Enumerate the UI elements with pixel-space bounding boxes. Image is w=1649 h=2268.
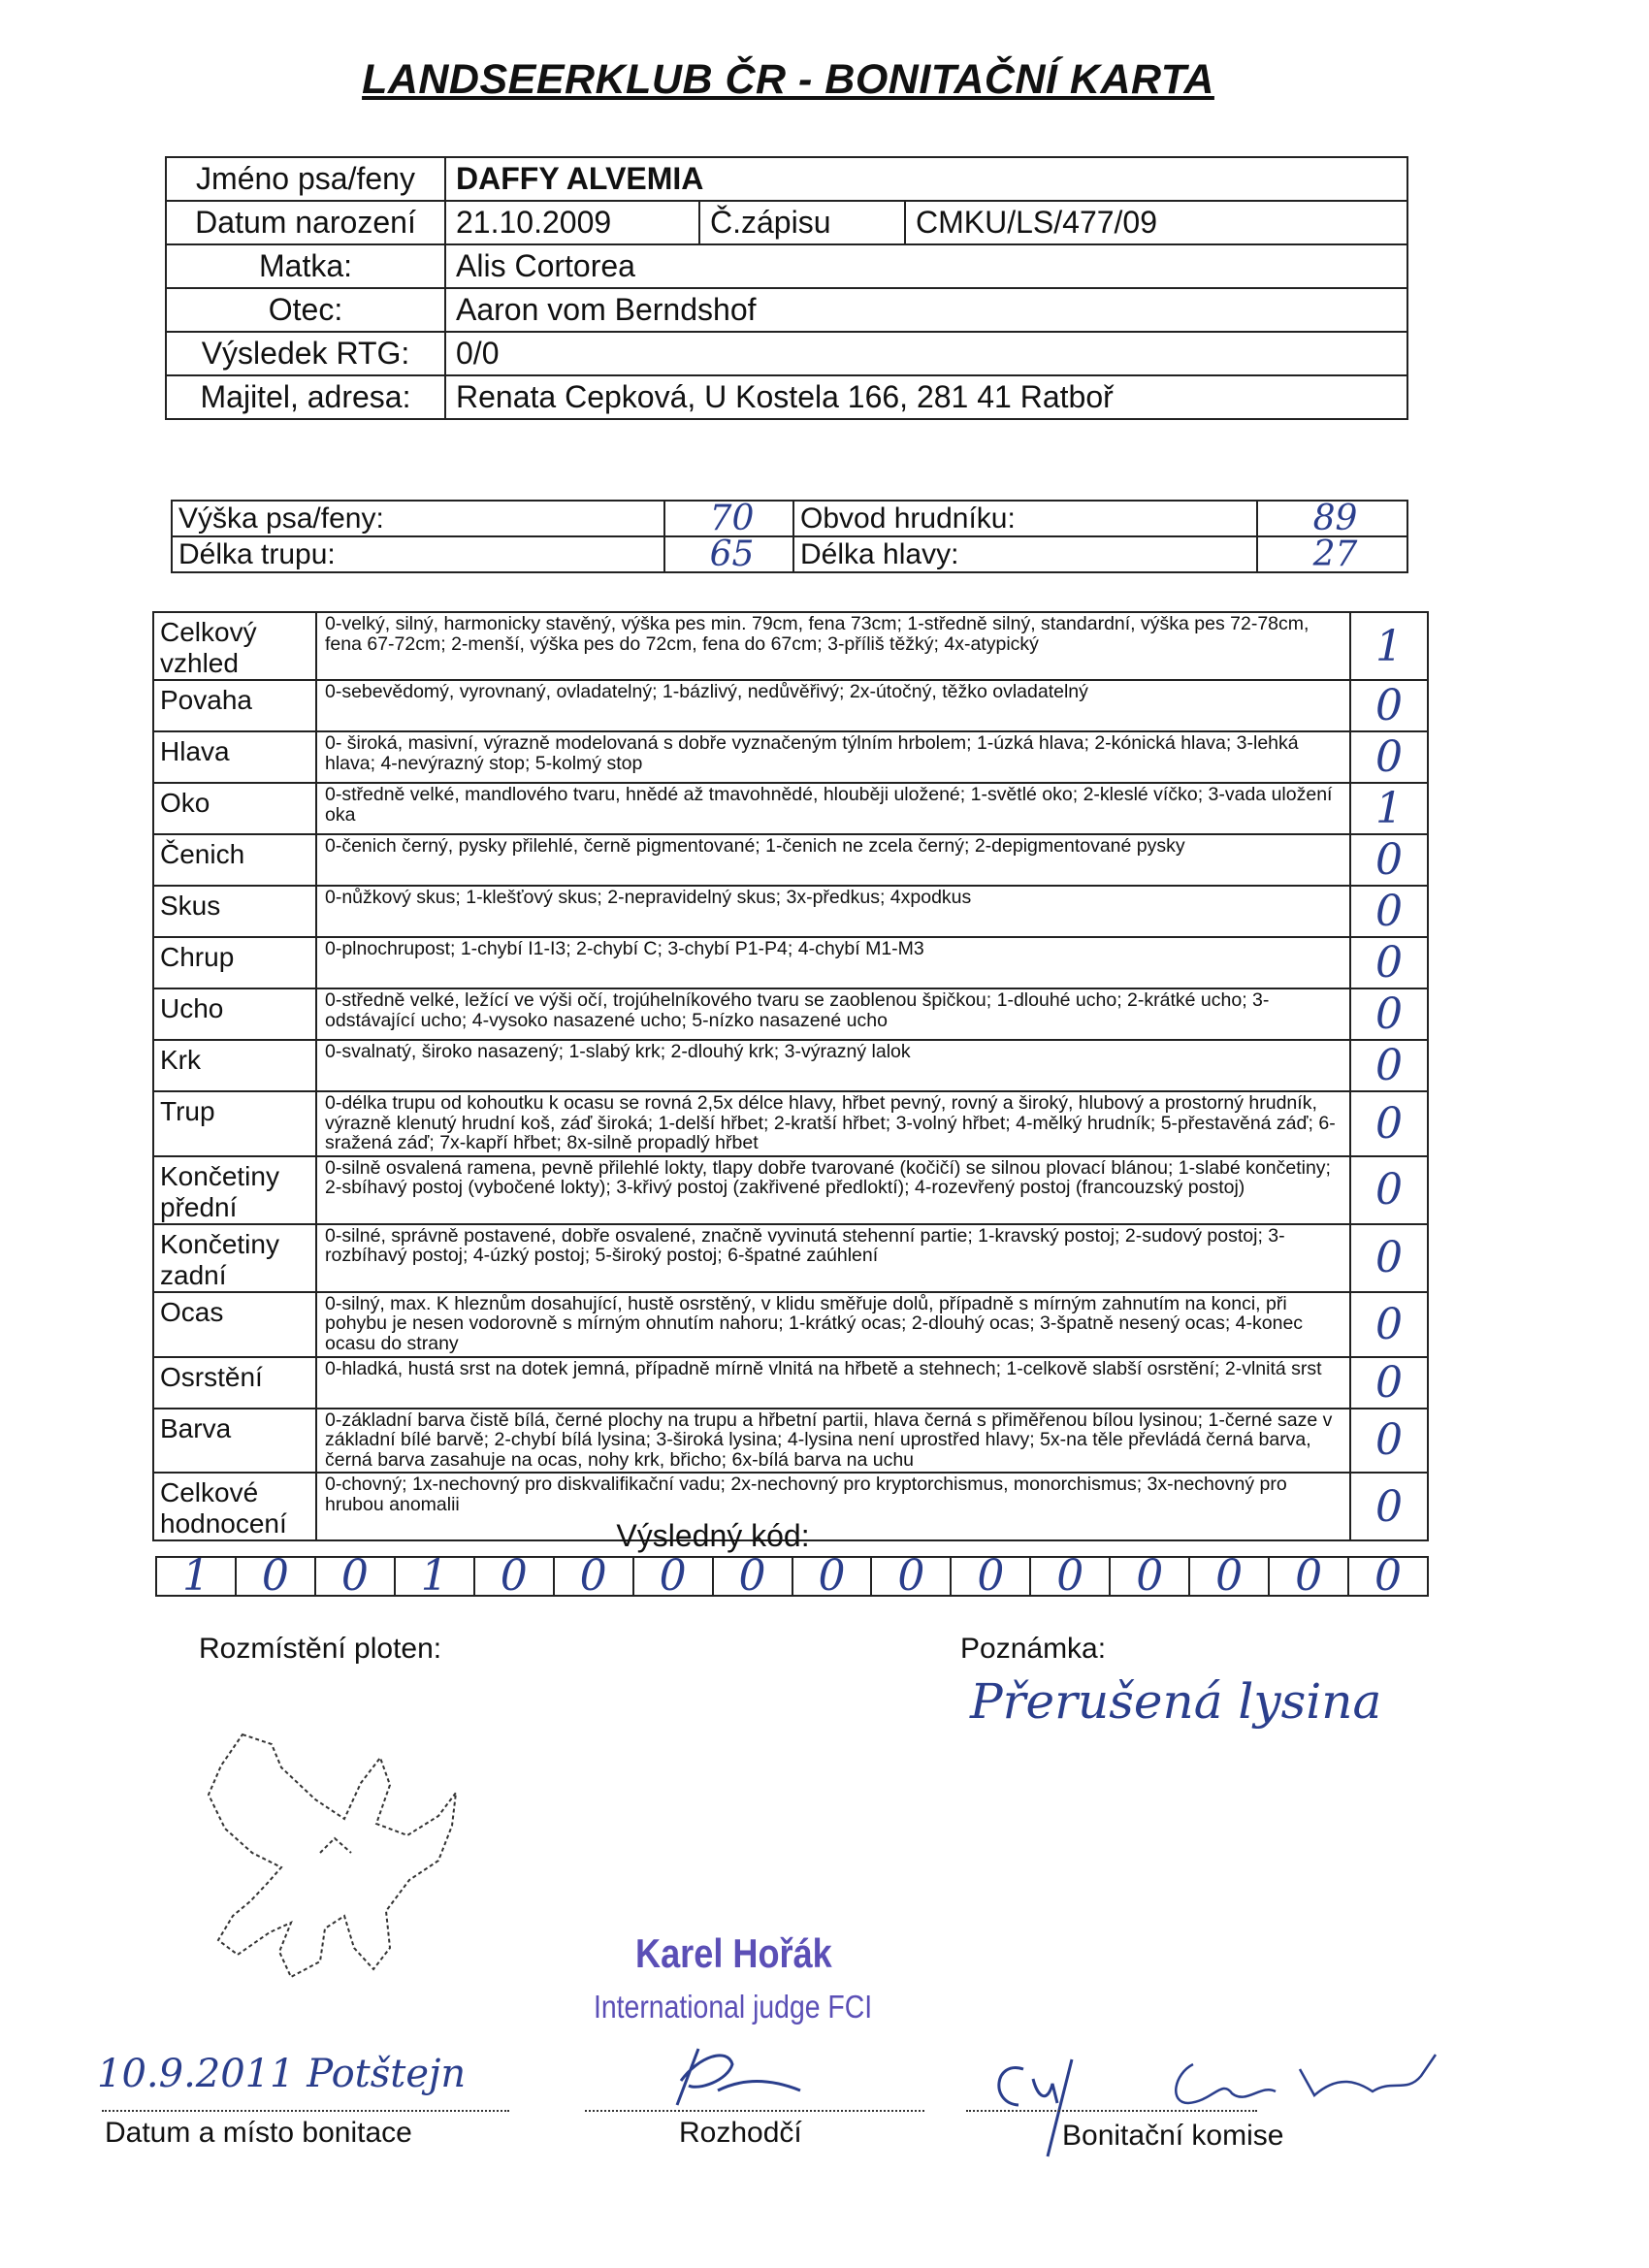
result-code-table <box>155 1551 1429 1601</box>
criteria-label: Trup <box>153 1091 316 1156</box>
criteria-label: Hlava <box>153 731 316 783</box>
committee-line <box>966 2110 1257 2112</box>
criteria-row <box>153 834 1428 886</box>
criteria-label: Končetiny přední <box>153 1156 316 1224</box>
criteria-score: 0 <box>1350 1292 1428 1357</box>
criteria-description: 0-délka trupu od kohoutku k ocasu se rovná 2,5x délce hlavy, hřbet pevný, rovný a široký, hlubový a prostorný hrudník, výrazně klenutý hrudní koš, záď široká; 1-delší hřbet; 2-kratší hřbet; 3-volný hřbet; 4-mělký hrudník; 5-přestavěná záď; 6-sražená záď; 7x-kapří hřbet; 8x-silně propadlý hřbet <box>316 1091 1350 1156</box>
criteria-label: Končetiny zadní <box>153 1224 316 1292</box>
result-code-digit: 0 <box>1189 1557 1269 1596</box>
judge-stamp-name: Karel Hořák <box>635 1930 832 1976</box>
criteria-label: Povaha <box>153 680 316 731</box>
criteria-description: 0-základní barva čistě bílá, černé plochy na trupu a hřbetní partii, hlava černá s přiměřenou bílou lysinou; 1-černé saze v základní bílé barvě; 2-chybí bílá lysina; 3-široká lysina; 4-lysina není uprostřed hlavy; 5x-na těle převládá černá barva, černá barva zasahuje na ocas, nohy krk, břicho; 6x-bílá barva na uchu <box>316 1409 1350 1474</box>
criteria-row <box>153 731 1428 783</box>
note-value: Přerušená lysina <box>970 1673 1382 1730</box>
chest-label: Obvod hrudníku: <box>793 501 1257 536</box>
criteria-label: Chrup <box>153 937 316 988</box>
criteria-row <box>153 680 1428 731</box>
rtg-value: 0/0 <box>445 332 1407 375</box>
mother-value: Alis Cortorea <box>445 244 1407 288</box>
criteria-table <box>152 611 1429 1541</box>
height-value: 70 <box>664 501 793 536</box>
criteria-description: 0-plnochrupost; 1-chybí I1-I3; 2-chybí C; 3-chybí P1-P4; 4-chybí M1-M3 <box>316 937 1350 988</box>
criteria-description: 0- široká, masivní, výrazně modelovaná s dobře vyznačeným týlním hrbolem; 1-úzká hlava; 2-kónická hlava; 3-lehká hlava; 4-nevýrazný stop; 5-kolmý stop <box>316 731 1350 783</box>
criteria-description: 0-nůžkový skus; 1-klešťový skus; 2-nepravidelný skus; 3x-předkus; 4xpodkus <box>316 886 1350 937</box>
result-code-digit: 0 <box>1110 1557 1189 1596</box>
criteria-row <box>153 612 1428 680</box>
judge-stamp-title: International judge FCI <box>594 1989 873 2025</box>
criteria-score: 0 <box>1350 1357 1428 1409</box>
result-code-digit: 0 <box>554 1557 633 1596</box>
result-code-digit: 1 <box>156 1557 236 1596</box>
result-code-digit: 0 <box>236 1557 315 1596</box>
criteria-label: Skus <box>153 886 316 937</box>
head-length-value: 27 <box>1257 536 1407 572</box>
criteria-row <box>153 1357 1428 1409</box>
criteria-score: 0 <box>1350 680 1428 731</box>
criteria-label: Barva <box>153 1409 316 1474</box>
dog-outline-drawing <box>136 1707 524 1998</box>
criteria-label: Krk <box>153 1040 316 1091</box>
head-length-label: Délka hlavy: <box>793 536 1257 572</box>
name-label: Jméno psa/feny <box>166 157 445 201</box>
criteria-score: 0 <box>1350 937 1428 988</box>
criteria-row <box>153 1156 1428 1224</box>
owner-label: Majitel, adresa: <box>166 375 445 419</box>
result-code-digit: 0 <box>951 1557 1030 1596</box>
reg-label: Č.zápisu <box>699 201 905 244</box>
date-place-value: 10.9.2011 Potštejn <box>97 2052 467 2096</box>
father-value: Aaron vom Berndshof <box>445 288 1407 332</box>
criteria-description: 0-svalnatý, široko nasazený; 1-slabý krk; 2-dlouhý krk; 3-výrazný lalok <box>316 1040 1350 1091</box>
result-code-digit: 0 <box>474 1557 554 1596</box>
criteria-description: 0-hladká, hustá srst na dotek jemná, případně mírně vlnitá na hřbetě a stehnech; 1-celkově slabší osrstění; 2-vlnitá srst <box>316 1357 1350 1409</box>
result-code-digit: 0 <box>792 1557 872 1596</box>
result-code-label: Výsledný kód: <box>616 1518 810 1553</box>
criteria-score: 0 <box>1350 886 1428 937</box>
criteria-row <box>153 1091 1428 1156</box>
criteria-description: 0-silné, správně postavené, dobře osvalené, značně vyvinutá stehenní partie; 1-kravský postoj; 2-sudový postoj; 3-rozbíhavý postoj; 4-úzký postoj; 5-široký postoj; 6-špatné zaúhlení <box>316 1224 1350 1292</box>
note-label: Poznámka: <box>960 1633 1107 1665</box>
chest-value: 89 <box>1257 501 1407 536</box>
result-code-digit: 0 <box>1030 1557 1110 1596</box>
criteria-score: 0 <box>1350 1473 1428 1540</box>
criteria-label: Čenich <box>153 834 316 886</box>
name-value: DAFFY ALVEMIA <box>445 157 1407 201</box>
date-place-label: Datum a místo bonitace <box>105 2117 412 2149</box>
result-code-digit: 0 <box>871 1557 951 1596</box>
page-title: LANDSEERKLUB ČR - BONITAČNÍ KARTA <box>362 56 1214 103</box>
criteria-row <box>153 886 1428 937</box>
body-length-label: Délka trupu: <box>172 536 664 572</box>
criteria-row <box>153 988 1428 1040</box>
measurements-table <box>171 500 1408 573</box>
result-code-digit: 0 <box>1348 1557 1428 1596</box>
criteria-score: 0 <box>1350 834 1428 886</box>
criteria-row <box>153 783 1428 834</box>
result-code-digit: 0 <box>1269 1557 1348 1596</box>
criteria-score: 0 <box>1350 1156 1428 1224</box>
result-code-digit: 0 <box>713 1557 792 1596</box>
judge-signature <box>660 2037 834 2110</box>
criteria-description: 0-středně velké, mandlového tvaru, hnědé až tmavohnědé, hlouběji uložené; 1-světlé oko; 2-kleslé víčko; 3-vada uložení oka <box>316 783 1350 834</box>
criteria-row <box>153 937 1428 988</box>
criteria-score: 0 <box>1350 1409 1428 1474</box>
criteria-score: 0 <box>1350 731 1428 783</box>
criteria-description: 0-středně velké, ležící ve výši očí, trojúhelníkového tvaru se zaoblenou špičkou; 1-dlouhé ucho; 2-krátké ucho; 3-odstávající ucho; 4-vysoko nasazené ucho; 5-nízko nasazené ucho <box>316 988 1350 1040</box>
criteria-description: 0-velký, silný, harmonicky stavěný, výška pes min. 79cm, fena 73cm; 1-středně silný, standardní, výška pes 72-78cm, fena 67-72cm; 2-menší, výška pes do 72cm, fena do 67cm; 3-příliš těžký; 4x-atypický <box>316 612 1350 680</box>
criteria-label: Osrstění <box>153 1357 316 1409</box>
reg-value: CMKU/LS/477/09 <box>905 201 1407 244</box>
dog-info-table <box>165 156 1408 420</box>
dob-value: 21.10.2009 <box>445 201 699 244</box>
criteria-score: 0 <box>1350 1040 1428 1091</box>
rtg-label: Výsledek RTG: <box>166 332 445 375</box>
criteria-score: 0 <box>1350 1091 1428 1156</box>
criteria-description: 0-silně osvalená ramena, pevně přilehlé lokty, tlapy dobře tvarované (kočičí) se silnou plovací blánou; 1-slabé končetiny; 2-sbíhavý postoj (vybočené lokty); 3-křivý postoj (zakřivené předloktí); 4-rozevřený postoj (francouzský postoj) <box>316 1156 1350 1224</box>
criteria-score: 1 <box>1350 783 1428 834</box>
criteria-score: 1 <box>1350 612 1428 680</box>
criteria-row <box>153 1292 1428 1357</box>
criteria-label: Ocas <box>153 1292 316 1357</box>
criteria-score: 0 <box>1350 1224 1428 1292</box>
result-code-digit: 0 <box>633 1557 713 1596</box>
criteria-score: 0 <box>1350 988 1428 1040</box>
criteria-label: Celkové hodnocení <box>153 1473 316 1540</box>
criteria-row <box>153 1409 1428 1474</box>
body-length-value: 65 <box>664 536 793 572</box>
plates-label: Rozmístění ploten: <box>199 1633 442 1665</box>
criteria-description: 0-čenich černý, pysky přilehlé, černě pigmentované; 1-čenich ne zcela černý; 2-depigmentované pysky <box>316 834 1350 886</box>
criteria-row <box>153 1224 1428 1292</box>
mother-label: Matka: <box>166 244 445 288</box>
judge-label: Rozhodčí <box>679 2117 802 2149</box>
committee-label: Bonitační komise <box>1062 2120 1284 2152</box>
criteria-label: Celkový vzhled <box>153 612 316 680</box>
criteria-label: Oko <box>153 783 316 834</box>
height-label: Výška psa/feny: <box>172 501 664 536</box>
owner-value: Renata Cepková, U Kostela 166, 281 41 Ratboř <box>445 375 1407 419</box>
criteria-row <box>153 1040 1428 1091</box>
result-code-digit: 0 <box>315 1557 395 1596</box>
result-code-digit: 1 <box>395 1557 474 1596</box>
criteria-description: 0-sebevědomý, vyrovnaný, ovladatelný; 1-bázlivý, nedůvěřivý; 2x-útočný, těžko ovladatelný <box>316 680 1350 731</box>
judge-line <box>585 2110 924 2112</box>
father-label: Otec: <box>166 288 445 332</box>
dob-label: Datum narození <box>166 201 445 244</box>
criteria-label: Ucho <box>153 988 316 1040</box>
criteria-description: 0-chovný; 1x-nechovný pro diskvalifikační vadu; 2x-nechovný pro kryptorchismus, monorchismus; 3x-nechovný pro hrubou anomalii <box>316 1473 1350 1540</box>
date-place-line <box>102 2110 509 2112</box>
criteria-description: 0-silný, max. K hleznům dosahující, hustě osrstěný, v klidu směřuje dolů, případně s mírným zahnutím na konci, při pohybu je nesen vodorovně s mírným ohnutím nahoru; 1-krátký ocas; 2-dlouhý ocas; 3-špatně nesený ocas; 4-konec ocasu do strany <box>316 1292 1350 1357</box>
